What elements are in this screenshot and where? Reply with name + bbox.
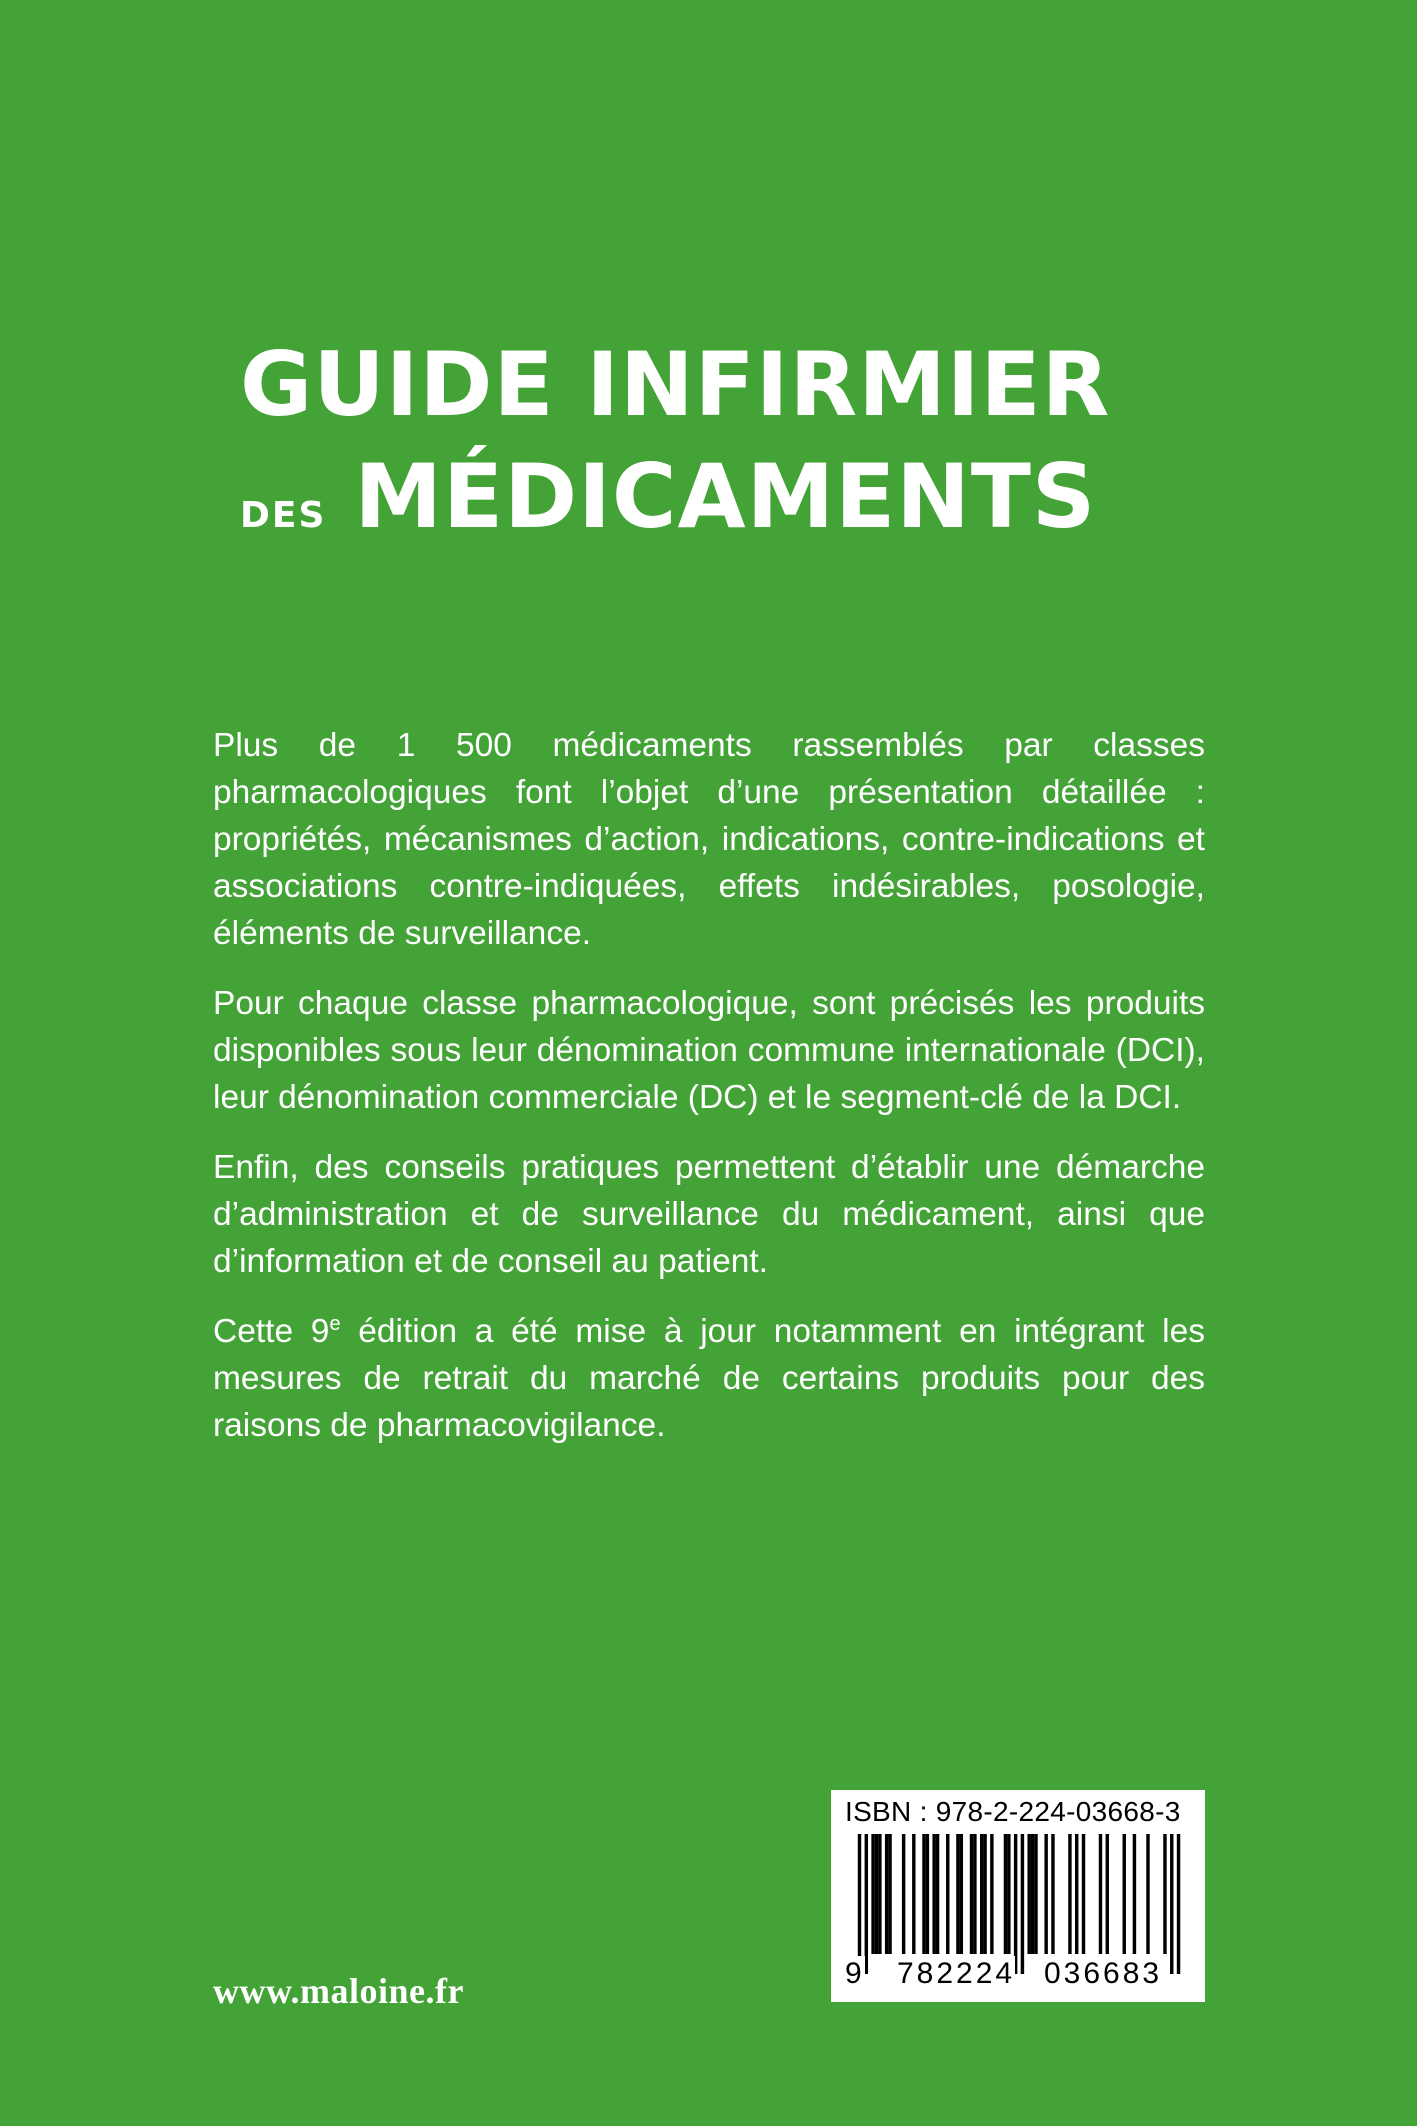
barcode-bar [888, 1834, 891, 1954]
barcode-bar [1163, 1834, 1166, 1954]
barcode-bar [980, 1834, 983, 1954]
barcode-digit-group-2: 036683 [1044, 1957, 1163, 1990]
barcode-bar [871, 1834, 874, 1954]
barcode-bar [1021, 1834, 1024, 1974]
description-paragraph-3: Enfin, des conseils pratiques permettent d’établir une démarche d’administration et de surveillance du médicament, ainsi que d’information et de conseil au patient. [213, 1149, 1205, 1280]
title-des: DES [240, 495, 327, 536]
barcode-bar [1031, 1834, 1034, 1954]
barcode-bar [922, 1834, 925, 1954]
barcode-bar [912, 1834, 915, 1954]
description-paragraph-1: Plus de 1 500 médicaments rassemblés par classes pharmacologiques font l’objet d’une présentation détaillée : propriétés, mécanismes d’action, indications, contre-indications et associations contre-indiquées, effets indésirables, posologie, éléments de surveillance. [213, 727, 1205, 952]
barcode-bar [1044, 1834, 1047, 1954]
back-cover-description [213, 722, 1205, 1472]
barcode-bar [973, 1834, 976, 1954]
title-line-guide-infirmier: GUIDE INFIRMIER [240, 333, 1111, 436]
barcode-bar [865, 1834, 868, 1974]
description-paragraph-4 [213, 1308, 1205, 1449]
barcode-bar [1123, 1834, 1126, 1954]
description-paragraph-2: Pour chaque classe pharmacologique, sont précisés les produits disponibles sous leur dénomination commune internationale (DCI), leur dénomination commerciale (DC) et le segment-clé de la DCI. [213, 985, 1205, 1116]
barcode-bar [1106, 1834, 1109, 1954]
barcode-bar [878, 1834, 881, 1954]
paragraph-4-start: Cette 9 [213, 1313, 330, 1350]
barcode-image [851, 1834, 1187, 1974]
barcode-bar [1177, 1834, 1180, 1974]
barcode-bar [1082, 1834, 1085, 1954]
barcode-bar [1014, 1834, 1017, 1974]
book-title [240, 335, 1180, 573]
barcode-bar [1004, 1834, 1007, 1954]
barcode-bar [956, 1834, 959, 1954]
edition-superscript: e [329, 1312, 341, 1335]
barcode-bar [946, 1834, 949, 1954]
barcode-bar [990, 1834, 993, 1954]
barcode-bar [926, 1834, 929, 1954]
barcode-bar [902, 1834, 905, 1954]
barcode-digit-first: 9 [845, 1957, 865, 1990]
barcode-bar [858, 1834, 861, 1974]
barcode-bar [875, 1834, 878, 1954]
barcode-bar [1075, 1834, 1078, 1954]
barcode-bar [1146, 1834, 1149, 1954]
barcode-bar [1027, 1834, 1030, 1954]
isbn-label: ISBN : 978-2-224-03668-3 [845, 1796, 1181, 1827]
isbn-barcode-box [831, 1790, 1205, 2002]
barcode-bar [936, 1834, 939, 1954]
barcode-bar [970, 1834, 973, 1954]
barcode-bar [1034, 1834, 1037, 1954]
barcode-bar [1099, 1834, 1102, 1954]
title-medicaments: MÉDICAMENTS [354, 445, 1097, 548]
barcode-digit-group-1: 782224 [897, 1957, 1016, 1990]
barcode-bar [960, 1834, 963, 1954]
barcode-bar [1068, 1834, 1071, 1954]
paragraph-4-rest: édition a été mise à jour notamment en intégrant les mesures de retrait du marché de certains produits pour des raisons de pharmacovigilance. [213, 1313, 1206, 1444]
barcode-bar [932, 1834, 935, 1954]
title-line-medicaments [240, 447, 1180, 573]
barcode-bar [1133, 1834, 1136, 1954]
barcode-bar [1007, 1834, 1010, 1954]
barcode-bar [1051, 1834, 1054, 1954]
barcode-bar [1170, 1834, 1173, 1974]
barcode-bar [885, 1834, 888, 1954]
barcode-bar [983, 1834, 986, 1954]
publisher-website: www.maloine.fr [213, 1971, 464, 2011]
